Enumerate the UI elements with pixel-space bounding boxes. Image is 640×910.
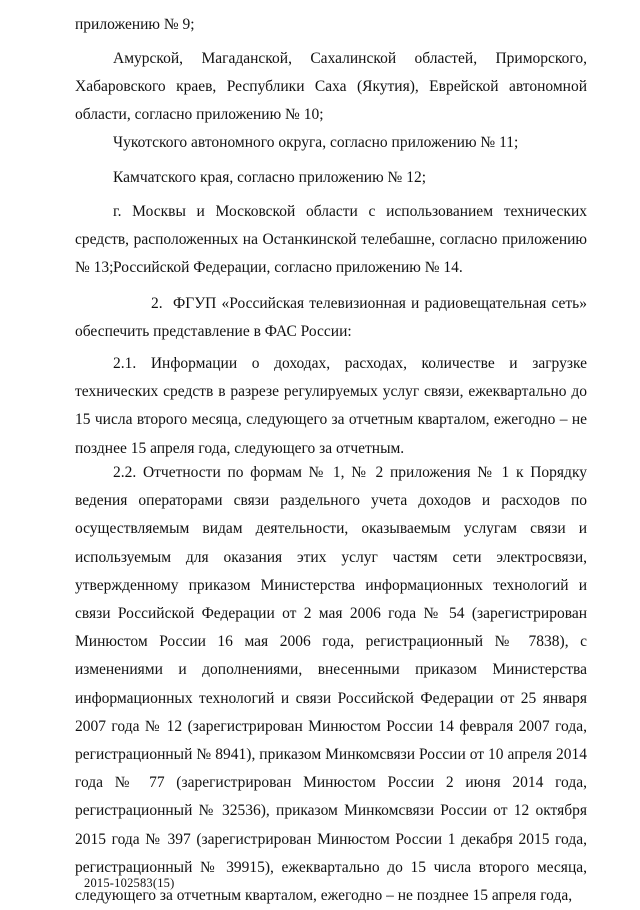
item-2-text: ФГУП «Российская телевизионная и радиовещательная сеть» обеспечить представление в ФАС России: (75, 295, 587, 341)
paragraph-annex-9: приложению № 9; (75, 16, 195, 33)
paragraph-annex-12: Камчатского края, согласно приложению № 12; (113, 169, 427, 186)
paragraph-item-2-2: 2.2. Отчетности по формам № 1, № 2 приложения № 1 к Порядку ведения операторами связи раздельного учета доходов и расходов по осуществляемым видам деятельности, оказываемым услугам связи и используемым для оказания этих услуг частям сети электросвязи, утвержденному приказом Министерства информационных технологий и связи Российской Федерации от 2 мая 2006 года № 54 (зарегистрирован Минюстом России 16 мая 2006 года, регистрационный № 7838), с изменениями и дополнениями, внесенными приказом Министерства информационных технологий и связи Российской Федерации от 25 января 2007 года № 12 (зарегистрирован Минюстом России 14 февраля 2007 года, регистрационный № 8941), приказом Минкомсвязи России от 10 апреля 2014 года № 77 (зарегистрирован Минюстом России 2 июня 2014 года, регистрационный № 32536), приказом Минкомсвязи России от 12 октября 2015 года № 397 (зарегистрирован Минюстом России 1 декабря 2015 года, регистрационный № 39915), ежеквартально до 15 числа второго месяца, следующего за отчетным кварталом, ежегодно – не позднее 15 апреля года, (75, 464, 587, 905)
document-code-footer: 2015-102583(15) (84, 876, 175, 890)
paragraph-item-2-1: 2.1. Информации о доходах, расходах, количестве и загрузке технических средств в разрезе регулируемых услуг связи, ежеквартально до 15 числа второго месяца, следующего за отчетным кварталом, ежегодно – не позднее 15 апреля года, следующего за отчетным. (75, 355, 587, 457)
item-number: 2. (151, 295, 163, 312)
paragraph-annex-14: Российской Федерации, согласно приложению № 14. (113, 259, 463, 276)
paragraph-annex-10: Амурской, Магаданской, Сахалинской областей, Приморского, Хабаровского краев, Республики Саха (Якутия), Еврейской автономной области, согласно приложению № 10; (75, 50, 587, 124)
paragraph-annex-13: г. Москвы и Московской области с использованием технических средств, расположенных на Останкинской телебашне, согласно приложению № 13; (75, 203, 587, 277)
paragraph-item-2 (75, 290, 587, 346)
paragraph-annex-11: Чукотского автономного округа, согласно приложению № 11; (113, 134, 519, 151)
